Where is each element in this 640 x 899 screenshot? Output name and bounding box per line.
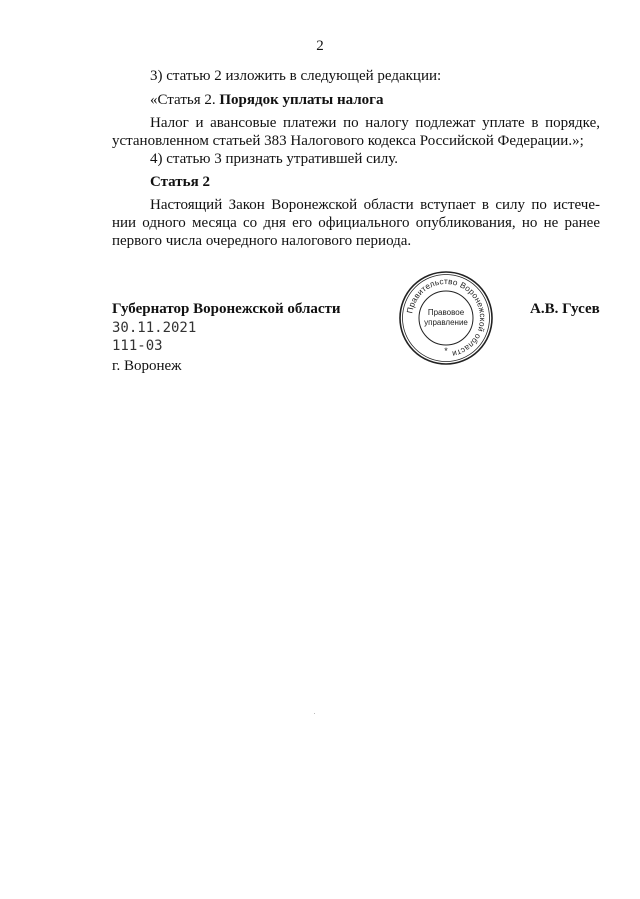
article-2-quote-prefix: «Статья 2. (150, 92, 220, 108)
official-stamp (398, 270, 494, 366)
page-number: 2 (316, 38, 324, 54)
scan-speck (314, 713, 315, 714)
stamp-ring-text: Правительство Воронежской области (405, 276, 488, 359)
paragraph-tax-line-2: установленном статьей 383 Налогового кодекса Российской Федерации.»; (112, 133, 584, 149)
paragraph-effect-line-2: нии одного месяца со дня его официального опубликования, но не ранее (112, 215, 600, 231)
law-number: 111-03 (112, 338, 163, 354)
signing-city: г. Воронеж (112, 358, 182, 374)
article-2-heading: Статья 2 (150, 174, 210, 190)
paragraph-effect-line-1: Настоящий Закон Воронежской области вступает в силу по истече- (150, 197, 600, 213)
signing-date: 30.11.2021 (112, 320, 197, 336)
governor-name: А.В. Гусев (530, 301, 600, 317)
governor-title: Губернатор Воронежской области (112, 301, 341, 317)
stamp-star-icon: * (444, 346, 448, 356)
stamp-center-line-2: управление (424, 318, 468, 327)
article-2-quote-title: Порядок уплаты налога (219, 92, 384, 108)
article-2-quote-heading (150, 90, 383, 110)
stamp-center-line-1: Правовое (427, 308, 465, 317)
paragraph-tax-line-1: Налог и авансовые платежи по налогу подлежат уплате в порядке, (150, 115, 600, 131)
paragraph-item-4: 4) статью 3 признать утратившей силу. (150, 151, 399, 167)
paragraph-item-3: 3) статью 2 изложить в следующей редакции: (150, 68, 442, 84)
paragraph-effect-line-3: первого числа очередного налогового периода. (112, 233, 412, 249)
